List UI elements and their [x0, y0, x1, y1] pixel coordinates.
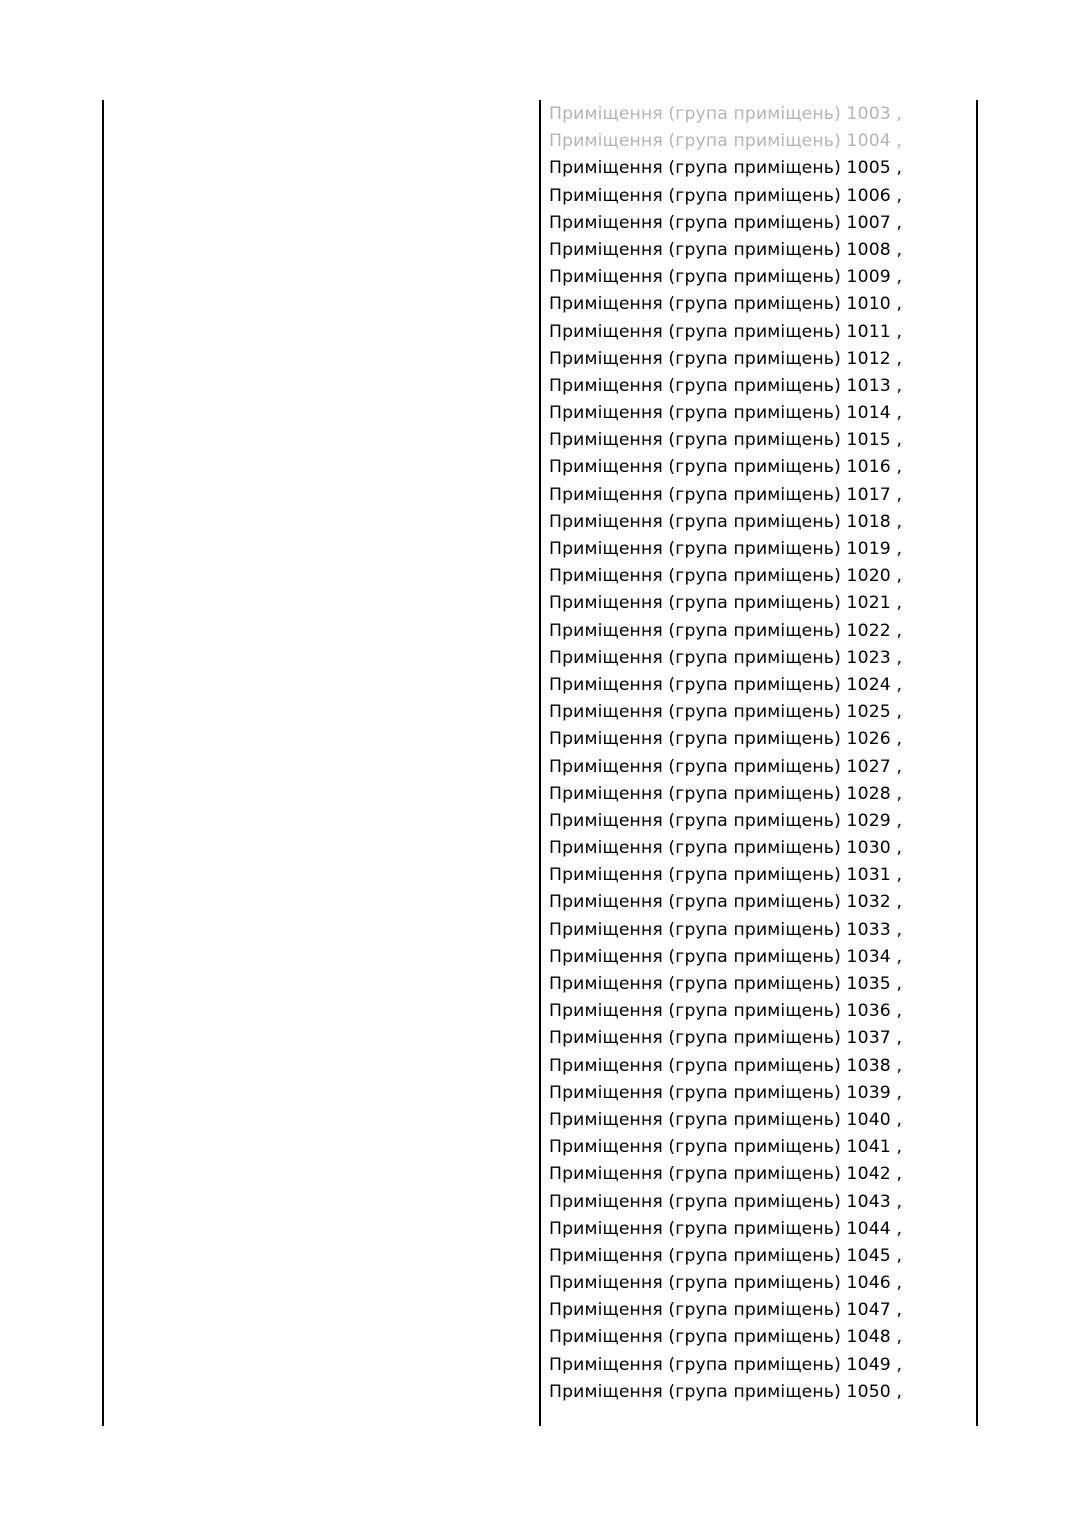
table-border-left	[102, 100, 104, 1426]
list-item	[549, 1216, 969, 1243]
list-item	[549, 210, 969, 237]
list-item	[549, 944, 969, 971]
table-border-middle	[539, 100, 541, 1426]
list-item	[549, 672, 969, 699]
list-item	[549, 835, 969, 862]
list-item	[549, 1053, 969, 1080]
list-item-text: Приміщення (група приміщень) 1009 ,	[549, 267, 903, 288]
list-item	[549, 1379, 969, 1406]
list-item-text: Приміщення (група приміщень) 1045 ,	[549, 1245, 903, 1266]
list-item	[549, 862, 969, 889]
list-item-text: Приміщення (група приміщень) 1034 ,	[549, 946, 903, 967]
list-item	[549, 1352, 969, 1379]
list-item-text: Приміщення (група приміщень) 1017 ,	[549, 484, 903, 505]
list-item	[549, 482, 969, 509]
list-item	[549, 1297, 969, 1324]
list-item-text: Приміщення (група приміщень) 1008 ,	[549, 239, 903, 260]
list-item-text: Приміщення (група приміщень) 1035 ,	[549, 974, 903, 994]
list-item	[549, 509, 969, 536]
list-item	[549, 400, 969, 427]
list-item	[549, 971, 969, 998]
list-item	[549, 237, 969, 264]
list-item-text: Приміщення (група приміщень) 1039 ,	[549, 1082, 903, 1103]
list-item-text: Приміщення (група приміщень) 1019 ,	[549, 539, 903, 559]
list-item-text: Приміщення (група приміщень) 1028 ,	[549, 783, 903, 804]
list-item-text: Приміщення (група приміщень) 1049 ,	[549, 1354, 903, 1375]
list-item-text: Приміщення (група приміщень) 1038 ,	[549, 1055, 903, 1076]
list-item-text: Приміщення (група приміщень) 1032 ,	[549, 892, 903, 913]
list-item	[549, 454, 969, 481]
list-item	[549, 291, 969, 318]
list-item	[549, 781, 969, 808]
list-item-text: Приміщення (група приміщень) 1036 ,	[549, 1001, 903, 1022]
list-item-text: Приміщення (група приміщень) 1018 ,	[549, 511, 903, 532]
list-item	[549, 998, 969, 1025]
list-item	[549, 726, 969, 753]
list-item	[549, 1324, 969, 1351]
list-item	[549, 183, 969, 210]
list-item-text: Приміщення (група приміщень) 1026 ,	[549, 729, 903, 750]
list-item-text: Приміщення (група приміщень) 1040 ,	[549, 1109, 903, 1130]
list-item-text: Приміщення (група приміщень) 1025 ,	[549, 702, 903, 723]
list-item-text: Приміщення (група приміщень) 1027 ,	[549, 756, 903, 777]
list-item	[549, 101, 969, 128]
list-item	[549, 1134, 969, 1161]
list-item	[549, 427, 969, 454]
table-border-right	[976, 100, 978, 1426]
list-item-text: Приміщення (група приміщень) 1024 ,	[549, 674, 903, 695]
list-item	[549, 889, 969, 916]
list-item-text: Приміщення (група приміщень) 1041 ,	[549, 1137, 903, 1158]
list-item	[549, 590, 969, 617]
list-item-text: Приміщення (група приміщень) 1016 ,	[549, 457, 903, 478]
list-item	[549, 128, 969, 155]
list-item-text: Приміщення (група приміщень) 1043 ,	[549, 1191, 903, 1212]
list-item	[549, 373, 969, 400]
list-item	[549, 1189, 969, 1216]
list-item	[549, 1025, 969, 1052]
list-item-text: Приміщення (група приміщень) 1033 ,	[549, 919, 903, 940]
list-item-text: Приміщення (група приміщень) 1010 ,	[549, 294, 903, 315]
list-item	[549, 1080, 969, 1107]
list-item-text: Приміщення (група приміщень) 1042 ,	[549, 1164, 903, 1185]
list-item-text: Приміщення (група приміщень) 1011 ,	[549, 321, 903, 342]
list-item	[549, 917, 969, 944]
table-cell-room-list	[549, 101, 969, 1406]
list-item	[549, 155, 969, 182]
list-item-text: Приміщення (група приміщень) 1023 ,	[549, 647, 903, 668]
list-item	[549, 808, 969, 835]
list-item-text: Приміщення (група приміщень) 1047 ,	[549, 1300, 903, 1321]
list-item-text: Приміщення (група приміщень) 1012 ,	[549, 348, 903, 369]
list-item	[549, 1270, 969, 1297]
list-item	[549, 618, 969, 645]
list-item	[549, 563, 969, 590]
list-item-text: Приміщення (група приміщень) 1029 ,	[549, 810, 903, 831]
list-item-text: Приміщення (група приміщень) 1050 ,	[549, 1381, 903, 1402]
list-item-text: Приміщення (група приміщень) 1006 ,	[549, 185, 903, 206]
list-item-text: Приміщення (група приміщень) 1037 ,	[549, 1028, 903, 1049]
list-item-text: Приміщення (група приміщень) 1014 ,	[549, 403, 903, 424]
list-item-text: Приміщення (група приміщень) 1030 ,	[549, 838, 903, 859]
list-item-text: Приміщення (група приміщень) 1004 ,	[549, 131, 903, 152]
list-item	[549, 1243, 969, 1270]
list-item-text: Приміщення (група приміщень) 1046 ,	[549, 1273, 903, 1294]
list-item	[549, 346, 969, 373]
list-item-text: Приміщення (група приміщень) 1022 ,	[549, 620, 903, 641]
list-item-text: Приміщення (група приміщень) 1048 ,	[549, 1327, 903, 1348]
list-item-text: Приміщення (група приміщень) 1013 ,	[549, 375, 903, 396]
list-item-text: Приміщення (група приміщень) 1021 ,	[549, 593, 903, 614]
list-item-text: Приміщення (група приміщень) 1007 ,	[549, 212, 903, 233]
list-item	[549, 699, 969, 726]
list-item-text: Приміщення (група приміщень) 1020 ,	[549, 566, 903, 587]
list-item	[549, 536, 969, 563]
list-item	[549, 645, 969, 672]
list-item	[549, 264, 969, 291]
list-item-text: Приміщення (група приміщень) 1003 ,	[549, 104, 903, 124]
list-item	[549, 754, 969, 781]
list-item-text: Приміщення (група приміщень) 1031 ,	[549, 865, 903, 886]
list-item-text: Приміщення (група приміщень) 1005 ,	[549, 158, 903, 179]
list-item-text: Приміщення (група приміщень) 1015 ,	[549, 430, 903, 451]
list-item-text: Приміщення (група приміщень) 1044 ,	[549, 1218, 903, 1239]
list-item	[549, 319, 969, 346]
list-item	[549, 1161, 969, 1188]
list-item	[549, 1107, 969, 1134]
